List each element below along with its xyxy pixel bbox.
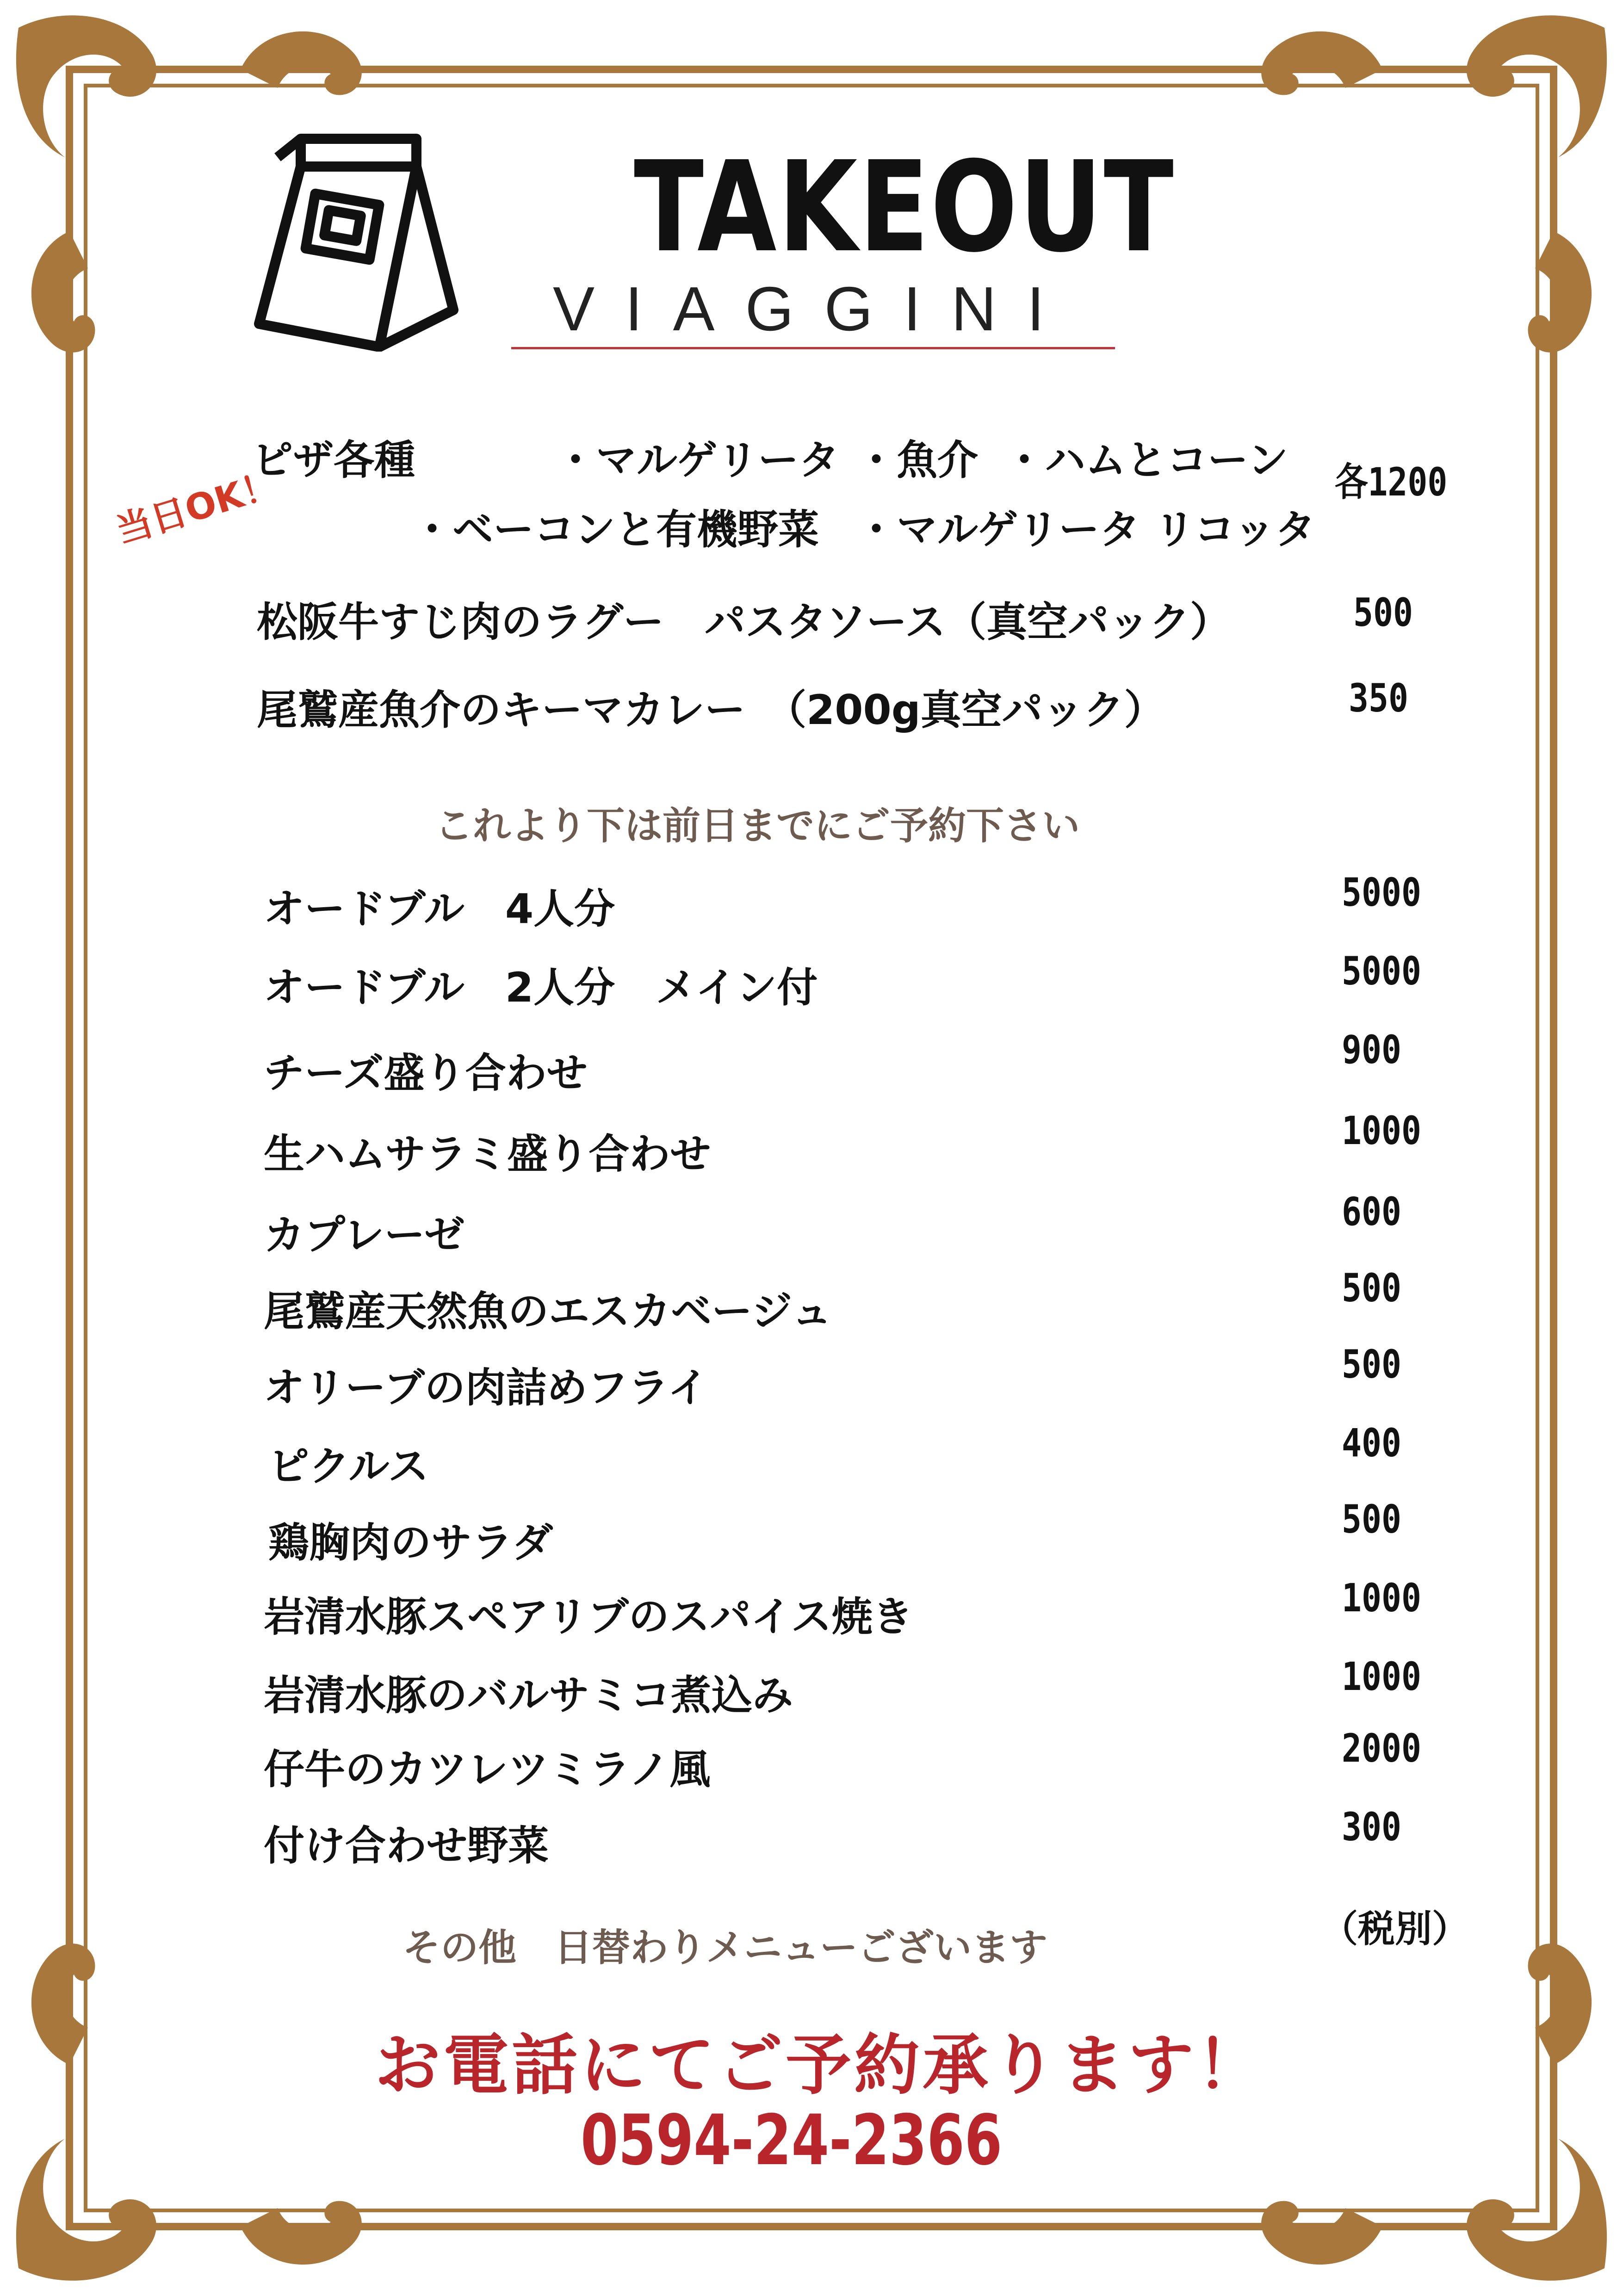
menu-item-price: 400 — [1342, 1420, 1401, 1466]
reservation-call-to-action: お電話にてご予約承ります！ — [375, 2027, 1265, 2104]
title-underline — [511, 347, 1115, 349]
menu-item-price: 1000 — [1342, 1108, 1421, 1153]
menu-item-price: 350 — [1349, 675, 1408, 721]
menu-item-price: 1000 — [1342, 1575, 1421, 1621]
menu-item-name: カプレーゼ — [264, 1211, 465, 1259]
menu-item-name: 付け合わせ野菜 — [264, 1822, 549, 1869]
menu-item-price: 500 — [1353, 590, 1413, 635]
menu-item-name: オリーブの肉詰めフライ — [264, 1364, 708, 1411]
pizza-option: ・魚介 — [856, 436, 979, 484]
pizza-option: ・ハムとコーン — [1004, 436, 1288, 484]
menu-item-price: 1000 — [1342, 1654, 1421, 1699]
menu-item-name: オードブル 2人分 メイン付 — [264, 964, 818, 1011]
menu-item-name: オードブル 4人分 — [264, 885, 615, 933]
reservation-notice: これより下は前日までにご予約下さい — [435, 804, 1080, 848]
menu-item-price: 500 — [1342, 1342, 1401, 1387]
menu-item-price: 600 — [1342, 1189, 1401, 1234]
tax-note: （税別） — [1321, 1907, 1469, 1950]
pizza-option: ・ベーコンと有機野菜 — [412, 506, 819, 553]
menu-item-price: 5000 — [1342, 948, 1421, 994]
menu-item-name: 鶏胸肉のサラダ — [268, 1519, 553, 1566]
menu-item-name: 岩清水豚スペアリブのスパイス焼き — [264, 1593, 913, 1640]
menu-item-price: 500 — [1342, 1497, 1401, 1542]
menu-item-name: 松阪牛すじ肉のラグー パスタソース（真空パック） — [257, 598, 1231, 646]
menu-item-price: 500 — [1342, 1265, 1401, 1311]
phone-number[interactable]: 0594-24-2366 — [581, 2100, 1003, 2181]
menu-item-name: 岩清水豚のバルサミコ煮込み — [264, 1671, 793, 1719]
restaurant-name: VIAGGINI — [553, 274, 1075, 344]
menu-item-price: 300 — [1342, 1804, 1401, 1850]
menu-item-name: ピクルス — [268, 1442, 429, 1490]
menu-item-name: 尾鷲産魚介のキーマカレー （200g真空パック） — [257, 686, 1165, 734]
menu-item-name: チーズ盛り合わせ — [264, 1049, 588, 1097]
pizza-price: 各1200 — [1335, 459, 1448, 505]
menu-item-price: 5000 — [1342, 870, 1421, 915]
same-day-badge: 当日OK！ — [111, 463, 283, 552]
paper-bag-icon — [250, 130, 463, 352]
pizza-option: ・マルゲリータ リコッタ — [856, 506, 1316, 553]
page-title: TAKEOUT — [634, 134, 1175, 280]
daily-menu-note: その他 日替わりメニューございます — [403, 1926, 1048, 1970]
pizza-option: ・マルゲリータ — [555, 436, 840, 484]
menu-item-name: 尾鷲産天然魚のエスカベージュ — [264, 1287, 832, 1335]
menu-item-name: 仔牛のカツレツミラノ風 — [264, 1745, 711, 1793]
menu-item-name: 生ハムサラミ盛り合わせ — [264, 1130, 711, 1178]
menu-item-price: 900 — [1342, 1027, 1401, 1072]
menu-item-price: 2000 — [1342, 1726, 1421, 1771]
pizza-heading: ピザ各種 — [252, 436, 415, 484]
